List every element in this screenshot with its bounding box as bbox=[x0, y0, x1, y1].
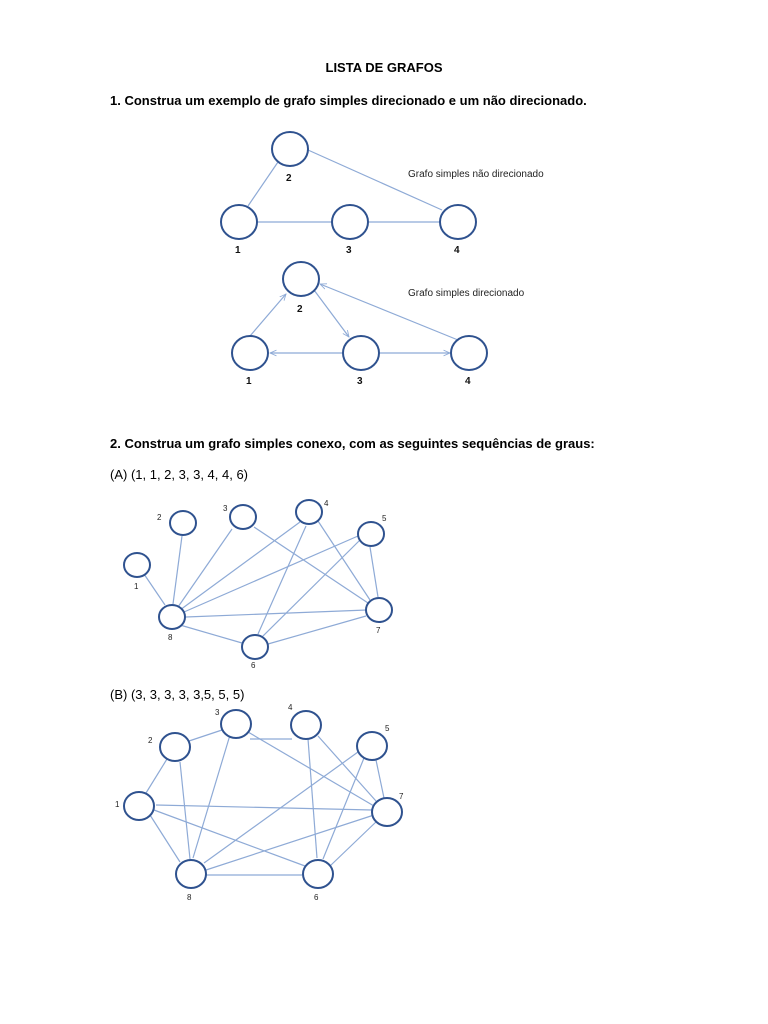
node-label-4: 4 bbox=[324, 499, 329, 508]
undirected-caption: Grafo simples não direcionado bbox=[408, 169, 544, 180]
node-label-7: 7 bbox=[399, 792, 404, 801]
node-6 bbox=[303, 860, 333, 888]
edge-2-1 bbox=[146, 759, 167, 793]
node-label-3: 3 bbox=[223, 504, 228, 513]
node-label-5: 5 bbox=[385, 724, 390, 733]
node-label-1: 1 bbox=[235, 245, 241, 256]
node-label-2: 2 bbox=[286, 173, 292, 184]
node-8 bbox=[176, 860, 206, 888]
edge-4-6 bbox=[308, 739, 317, 858]
node-label-4: 4 bbox=[288, 703, 293, 712]
node-label-3: 3 bbox=[215, 708, 220, 717]
node-label-1: 1 bbox=[134, 582, 139, 591]
node-label-6: 6 bbox=[314, 893, 319, 902]
question-1: 1. Construa um exemplo de grafo simples direcionado e um não direcionado. bbox=[110, 93, 587, 108]
node-label-2: 2 bbox=[297, 304, 303, 315]
node-label-8: 8 bbox=[168, 633, 173, 642]
edge-2-3 bbox=[189, 730, 222, 741]
node-2 bbox=[160, 733, 190, 761]
edge-3-8 bbox=[193, 735, 230, 858]
node-4 bbox=[291, 711, 321, 739]
node-3 bbox=[221, 710, 251, 738]
node-1 bbox=[124, 792, 154, 820]
node-label-8: 8 bbox=[187, 893, 192, 902]
node-label-2: 2 bbox=[148, 736, 153, 745]
node-label-3: 3 bbox=[357, 376, 363, 387]
node-label-6: 6 bbox=[251, 661, 256, 670]
node-label-3: 3 bbox=[346, 245, 352, 256]
edge-2-8 bbox=[180, 762, 190, 859]
node-label-1: 1 bbox=[246, 376, 252, 387]
edge-7-8 bbox=[206, 815, 374, 870]
node-label-4: 4 bbox=[465, 376, 471, 387]
page-title: LISTA DE GRAFOS bbox=[325, 60, 443, 75]
edge-1-8 bbox=[150, 815, 180, 862]
node-label-5: 5 bbox=[382, 514, 387, 523]
part-b-label: (B) (3, 3, 3, 3, 3,5, 5, 5) bbox=[110, 687, 245, 702]
question-2: 2. Construa um grafo simples conexo, com as seguintes sequências de graus: bbox=[110, 436, 595, 451]
part-a-label: (A) (1, 1, 2, 3, 3, 4, 4, 6) bbox=[110, 467, 249, 482]
directed-caption: Grafo simples direcionado bbox=[408, 288, 525, 299]
edge-5-7 bbox=[376, 760, 384, 798]
node-5 bbox=[357, 732, 387, 760]
node-label-4: 4 bbox=[454, 245, 460, 256]
node-label-2: 2 bbox=[157, 513, 162, 522]
node-label-1: 1 bbox=[115, 800, 120, 809]
node-label-7: 7 bbox=[376, 626, 381, 635]
node-7 bbox=[372, 798, 402, 826]
edge-3-7 bbox=[248, 732, 374, 806]
edge-1-7 bbox=[156, 805, 372, 810]
